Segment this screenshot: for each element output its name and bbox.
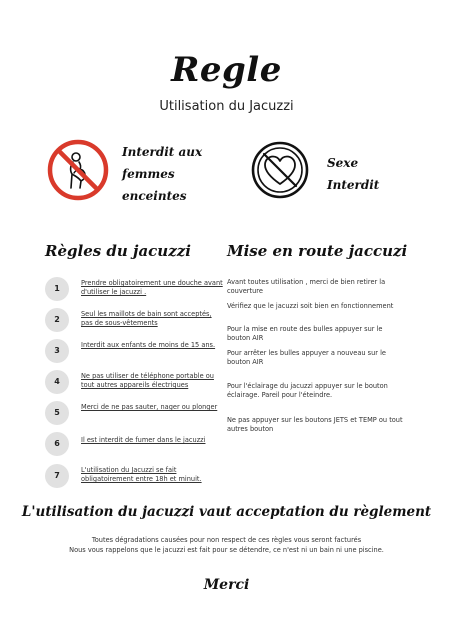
rules-heading: Règles du jacuzzi [45,242,191,260]
damage-notice: Toutes dégradations causées pour non respect de ces règles vous seront facturés [91,536,362,544]
rule-number-badge: 1 [45,277,69,301]
pregnant-ban-label: Interdit aux femmes enceintes [122,145,203,203]
sex-ban-label: Sexe Interdit [327,156,380,192]
no-heart-icon [250,140,310,200]
page-title: Regle [171,50,282,90]
rule-text: Merci de ne pas sauter, nager ou plonger [81,403,218,411]
rule-text: Prendre obligatoirement une douche avant d'utiliser le jacuzzi . [81,279,223,296]
rule-number-badge: 7 [45,464,69,488]
rule-text: L'utilisation du Jacuzzi se fait obligatoirement entre 18h et minuit. [81,466,202,483]
rule-item [45,370,225,396]
startup-step: Avant toutes utilisation , merci de bien retirer la couverture [227,278,386,295]
rule-item [45,401,225,427]
startup-step: Pour l'éclairage du jacuzzi appuyer sur le bouton éclairage. Pareil pour l'éteindre. [227,382,388,399]
startup-step: Pour la mise en route des bulles appuyer sur le bouton AIR [227,325,383,342]
rule-item [45,277,225,303]
rule-number-badge: 6 [45,432,69,456]
closing-thanks: Merci [203,577,250,593]
rule-item [45,432,225,458]
startup-step: Pour arrêter les bulles appuyer a nouveau sur le bouton AIR [227,349,386,366]
rule-text: Il est interdit de fumer dans le jacuzzi [81,436,206,444]
acceptance-heading: L'utilisation du jacuzzi vaut acceptation du règlement [21,504,432,520]
rule-number-badge: 3 [45,339,69,363]
rule-text: Ne pas utiliser de téléphone portable ou tout autres appareils électriques [81,372,214,389]
rule-number-badge: 5 [45,401,69,425]
no-pregnant-woman-icon [46,138,110,202]
startup-step: Ne pas appuyer sur les boutons JETS et TEMP ou tout autres bouton [227,416,403,433]
rule-text: Seul les maillots de bain sont acceptés, pas de sous-vêtements [81,310,212,327]
relax-notice: Nous vous rappelons que le jacuzzi est fait pour se détendre, ce n'est ni un bain ni une piscine. [69,546,384,554]
rule-number-badge: 4 [45,370,69,394]
rule-item [45,339,225,365]
startup-heading: Mise en route jaccuzi [227,242,408,260]
rule-item [45,464,225,490]
startup-step: Vérifiez que le jacuzzi soit bien en fonctionnement [227,302,394,310]
rule-text: Interdit aux enfants de moins de 15 ans. [81,341,216,349]
rule-item [45,308,225,334]
rule-number-badge: 2 [45,308,69,332]
page-subtitle: Utilisation du Jacuzzi [159,99,294,114]
